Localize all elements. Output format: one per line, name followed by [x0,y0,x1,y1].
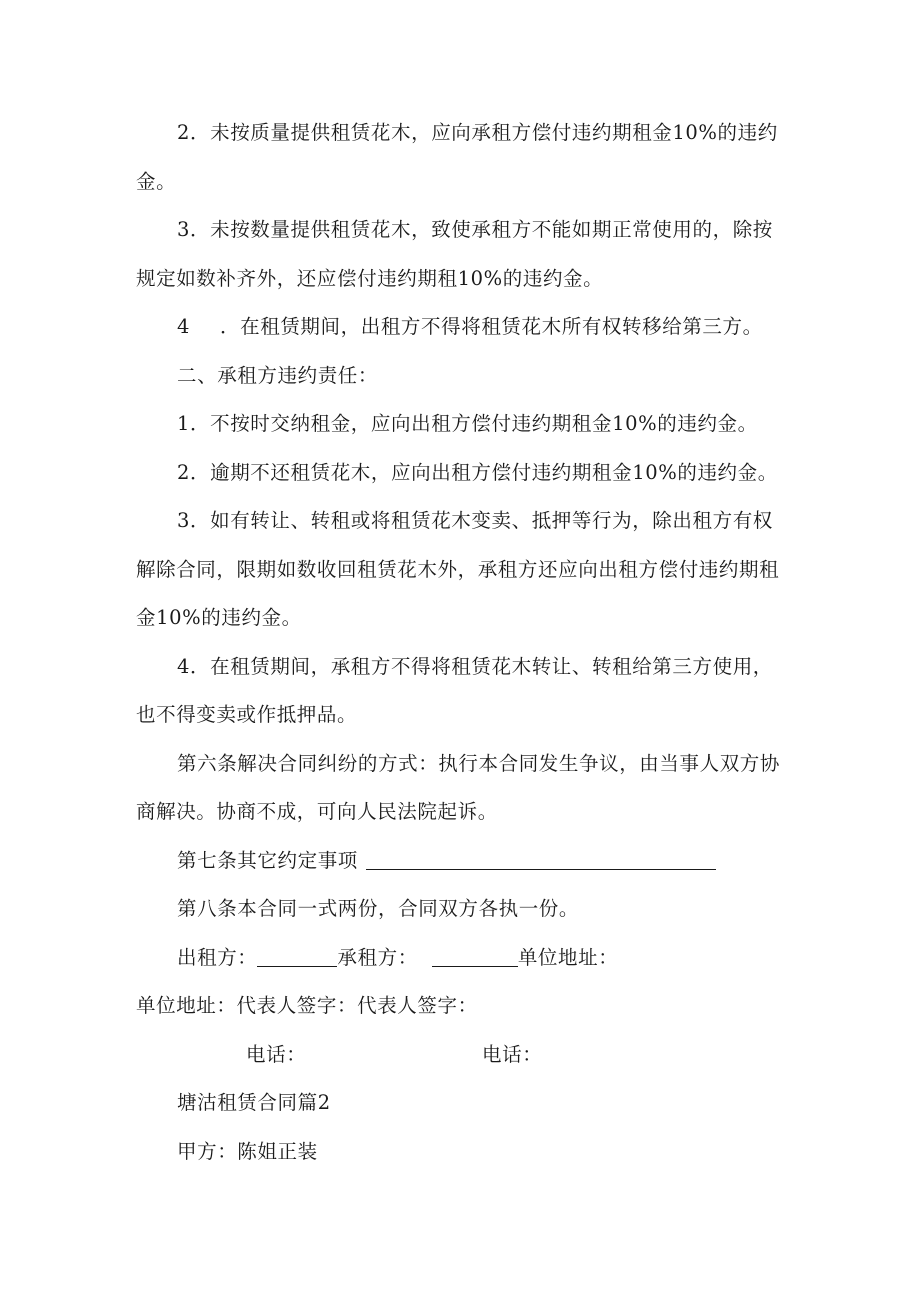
lessee-label: 承租方： [337,946,418,969]
article-7-text: 第七条其它约定事项 [177,849,358,872]
article-8: 第八条本合同一式两份，合同双方各执一份。 [177,897,580,920]
clause-lessee-1: 1．不按时交纳租金，应向出租方偿付违约期租金10%的违约金。 [177,412,758,435]
clause-lessor-2-line1: 2．未按质量提供租赁花木，应向承租方偿付违约期租金10%的违约 [177,121,778,144]
clause-lessor-4-text: ．在租赁期间，出租方不得将租赁花木所有权转移给第三方。 [220,315,763,338]
clause-lessee-3-line1: 3．如有转让、转租或将租赁花木变卖、抵押等行为，除出租方有权 [177,509,773,532]
lessor-label: 出租方： [177,946,258,969]
clause-lessee-2: 2．逾期不还租赁花木，应向出租方偿付违约期租金10%的违约金。 [177,461,778,484]
lessor-blank-line [257,946,337,967]
clause-lessee-4-line2: 也不得变卖或作抵押品。 [136,703,358,726]
clause-lessee-3-line2: 解除合同，限期如数收回租赁花木外，承租方还应向出租方偿付违约期租 [136,558,780,581]
article-7-blank-line [366,849,716,870]
phone-left-label: 电话： [246,1043,307,1066]
next-contract-title: 塘沽租赁合同篇2 [177,1091,331,1114]
section-heading-lessee-liability: 二、承租方违约责任： [177,364,379,387]
party-a-line: 甲方：陈姐正装 [177,1140,318,1163]
article-6-line2: 商解决。协商不成，可向人民法院起诉。 [136,800,498,823]
phone-right-label: 电话： [482,1043,543,1066]
lessee-blank-line [432,946,518,967]
clause-lessor-4 [177,314,763,340]
clause-lessee-4-line1: 4．在租赁期间，承租方不得将租赁花木转让、转租给第三方使用， [177,655,773,678]
clause-lessor-4-number: 4 [177,315,191,338]
article-6-line1: 第六条解决合同纠纷的方式：执行本合同发生争议，由当事人双方协 [177,752,781,775]
address-label-1: 单位地址： [517,946,619,969]
clause-lessor-3-line1: 3．未按数量提供租赁花木，致使承租方不能如期正常使用的，除按 [177,218,773,241]
signature-row-2: 单位地址：代表人签字：代表人签字： [136,994,478,1017]
clause-lessor-3-line2: 规定如数补齐外，还应偿付违约期租10%的违约金。 [136,267,604,290]
clause-lessee-3-line3: 金10%的违约金。 [136,606,302,629]
clause-lessor-2-line2: 金。 [136,170,177,193]
signature-row-1 [177,945,618,971]
article-7 [177,848,716,874]
